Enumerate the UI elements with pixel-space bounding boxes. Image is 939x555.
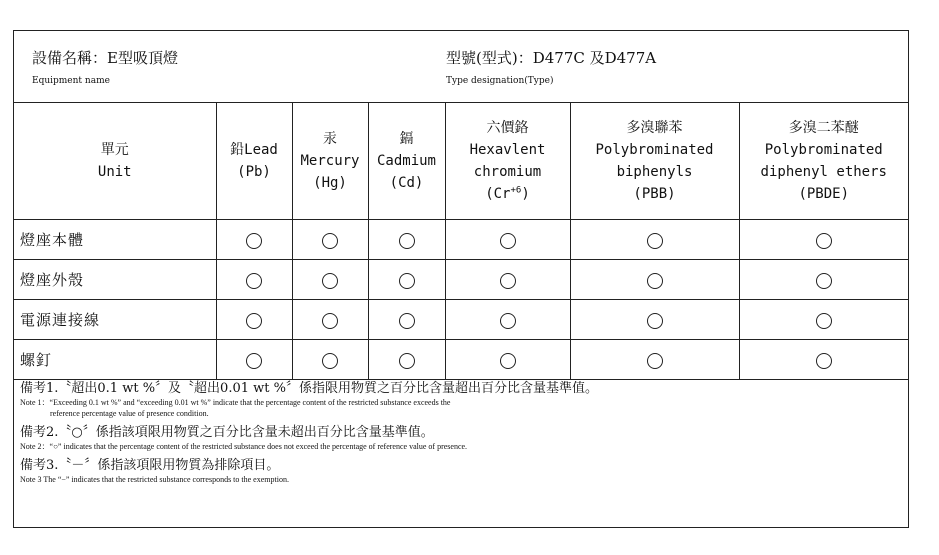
header-text: Polybrominated: [595, 142, 714, 158]
header-text: 鎘: [399, 131, 414, 147]
note-text-en: Note 3 The “−” indicates that the restricted substance corresponds to the exemption.: [20, 475, 289, 484]
substance-mark-cell: [216, 300, 292, 340]
not-exceeding-circle-icon: [322, 353, 338, 369]
hexavalent-chromium-column-header: [445, 103, 570, 220]
header-text: Hexavlent: [469, 142, 546, 158]
document-header: [14, 31, 908, 103]
header-text: 六價鉻: [486, 120, 529, 136]
not-exceeding-circle-icon: [322, 273, 338, 289]
substance-mark-cell: [292, 260, 368, 300]
note-text-en: Note 1：“Exceeding 0.1 wt %” and “exceeding 0.01 wt %” indicate that the percentage content of the restricted substance exceeds the: [20, 398, 451, 407]
lead-column-header: [216, 103, 292, 220]
note-text-zh: 備考2.〝○〞係指該項限用物質之百分比含量未超出百分比含量基準值。: [20, 425, 434, 440]
substance-mark-cell: [368, 340, 445, 380]
substance-mark-cell: [445, 300, 570, 340]
note-text-en: Note 2：“○” indicates that the percentage content of the restricted substance does not exceed the percentage of reference value of presence.: [20, 442, 468, 451]
notes-section: [20, 380, 900, 490]
not-exceeding-circle-icon: [647, 233, 663, 249]
part-name-cell: 螺釘: [14, 340, 216, 380]
not-exceeding-circle-icon: [246, 313, 262, 329]
not-exceeding-circle-icon: [399, 233, 415, 249]
part-name-cell: 燈座外殼: [14, 260, 216, 300]
header-text: (Hg): [313, 175, 347, 191]
not-exceeding-circle-icon: [500, 273, 516, 289]
note-text-en: reference percentage value of presence condition.: [50, 409, 209, 418]
header-text: (Cd): [389, 175, 424, 191]
substance-mark-cell: [739, 340, 908, 380]
not-exceeding-circle-icon: [647, 353, 663, 369]
part-name-cell: 燈座本體: [14, 220, 216, 260]
substance-mark-cell: [445, 220, 570, 260]
chromium-symbol-tail: ): [521, 186, 530, 202]
not-exceeding-circle-icon: [246, 233, 262, 249]
header-text: 汞: [323, 131, 337, 147]
unit-header-zh: 單元: [100, 142, 129, 158]
header-text: Cadmium: [376, 153, 436, 169]
not-exceeding-circle-icon: [816, 273, 832, 289]
unit-column-header: [14, 103, 216, 220]
header-text: Mercury: [300, 153, 360, 169]
substance-mark-cell: [216, 220, 292, 260]
equipment-name-zh: 設備名稱：E型吸頂燈: [32, 49, 178, 67]
substance-mark-cell: [445, 260, 570, 300]
header-text: (Pb): [237, 164, 271, 180]
not-exceeding-circle-icon: [399, 353, 415, 369]
not-exceeding-circle-icon: [500, 233, 516, 249]
not-exceeding-circle-icon: [816, 313, 832, 329]
type-designation-block: [446, 49, 656, 87]
substance-mark-cell: [368, 220, 445, 260]
substance-mark-cell: [570, 300, 739, 340]
note-2: [20, 424, 900, 452]
restricted-substances-table: [14, 103, 908, 380]
not-exceeding-circle-icon: [500, 353, 516, 369]
not-exceeding-circle-icon: [816, 233, 832, 249]
chromium-symbol: [446, 183, 570, 205]
not-exceeding-circle-icon: [322, 313, 338, 329]
table-row: [14, 300, 908, 340]
substance-mark-cell: [292, 300, 368, 340]
not-exceeding-circle-icon: [246, 273, 262, 289]
type-designation-en: Type designation(Type): [446, 76, 554, 86]
substance-mark-cell: [292, 340, 368, 380]
table-header-row: [14, 103, 908, 220]
type-designation-zh: 型號(型式)：D477C 及D477A: [446, 49, 657, 67]
chromium-oxidation-state: +6: [510, 185, 522, 196]
not-exceeding-circle-icon: [647, 313, 663, 329]
note-3: [20, 457, 900, 485]
pbde-column-header: [739, 103, 908, 220]
pbb-column-header: [570, 103, 739, 220]
header-text: Polybrominated: [764, 142, 883, 158]
header-text: diphenyl ethers: [760, 164, 887, 180]
not-exceeding-circle-icon: [500, 313, 516, 329]
part-name-cell: 電源連接線: [14, 300, 216, 340]
table-row: [14, 260, 908, 300]
not-exceeding-circle-icon: [246, 353, 262, 369]
header-text: 多溴二苯醚: [788, 120, 859, 136]
substance-mark-cell: [739, 260, 908, 300]
not-exceeding-circle-icon: [647, 273, 663, 289]
header-text: chromium: [473, 164, 542, 180]
substance-mark-cell: [368, 300, 445, 340]
table-row: [14, 340, 908, 380]
header-text: biphenyls: [616, 164, 693, 180]
substance-mark-cell: [739, 300, 908, 340]
substance-mark-cell: [445, 340, 570, 380]
equipment-name-block: [32, 49, 178, 87]
header-text: 多溴聯苯: [626, 120, 683, 136]
note-text-zh: 備考1.〝超出0.1 wt %〞及〝超出0.01 wt %〞係指限用物質之百分比含量超出百分比含量基準值。: [20, 381, 598, 396]
substance-mark-cell: [216, 340, 292, 380]
note-1: [20, 380, 900, 419]
not-exceeding-circle-icon: [399, 273, 415, 289]
equipment-name-en: Equipment name: [32, 76, 110, 86]
chromium-symbol-base: (Cr: [485, 186, 511, 202]
header-text: (PBDE): [798, 186, 850, 202]
mercury-column-header: [292, 103, 368, 220]
header-text: 鉛Lead: [230, 142, 278, 158]
note-text-zh: 備考3.〝－〞係指該項限用物質為排除項目。: [20, 458, 280, 473]
substance-mark-cell: [570, 340, 739, 380]
table-row: [14, 220, 908, 260]
not-exceeding-circle-icon: [816, 353, 832, 369]
not-exceeding-circle-icon: [399, 313, 415, 329]
rohs-declaration-frame: [13, 30, 909, 528]
not-exceeding-circle-icon: [322, 233, 338, 249]
header-text: (PBB): [633, 186, 676, 202]
substance-mark-cell: [292, 220, 368, 260]
unit-header-en: Unit: [97, 164, 132, 180]
substance-mark-cell: [368, 260, 445, 300]
substance-mark-cell: [570, 220, 739, 260]
substance-mark-cell: [570, 260, 739, 300]
substance-mark-cell: [216, 260, 292, 300]
cadmium-column-header: [368, 103, 445, 220]
substance-mark-cell: [739, 220, 908, 260]
table-body: [14, 220, 908, 380]
